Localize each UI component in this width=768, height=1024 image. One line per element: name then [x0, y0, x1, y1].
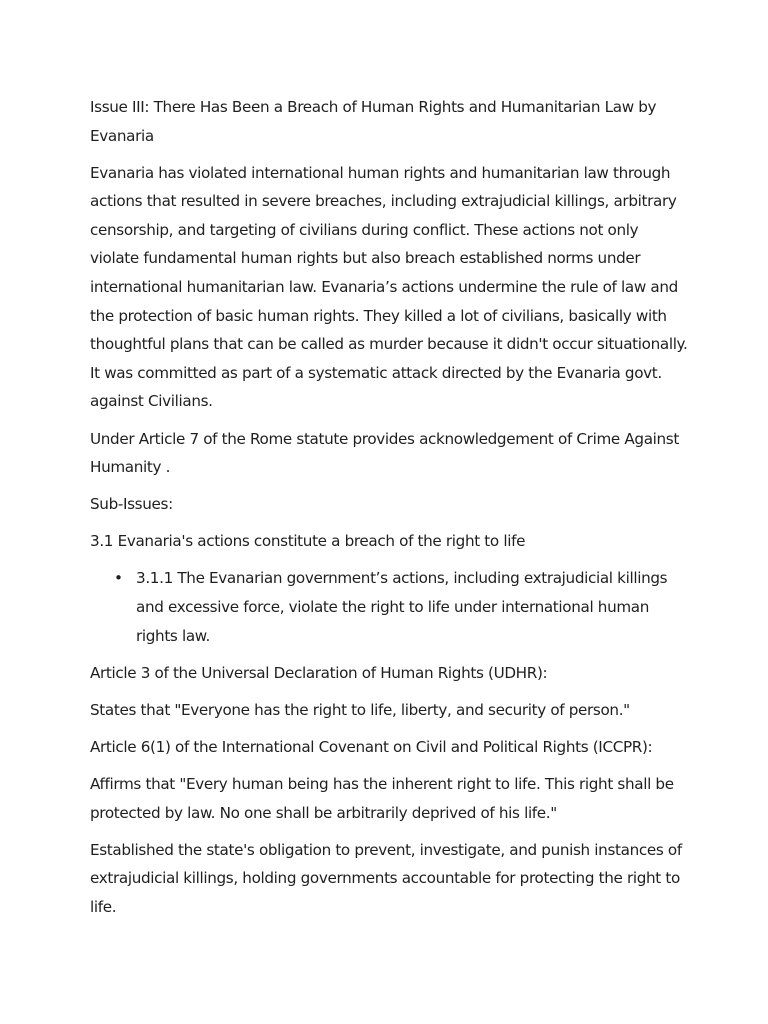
- sub-issue-title: 3.1 Evanaria's actions constitute a breach of the right to life: [90, 532, 526, 551]
- document-body: [90, 93, 690, 930]
- obligation-paragraph: Established the state's obligation to prevent, investigate, and punish instances of extrajudicial killings, holding governments accountable for protecting the right to life.: [90, 840, 682, 916]
- rome-statute-paragraph: Under Article 7 of the Rome statute provides acknowledgement of Crime Against Humanity .: [90, 429, 679, 477]
- sub-issues-label: Sub-Issues:: [90, 495, 173, 514]
- list-item: [90, 564, 690, 650]
- iccpr-quote: Affirms that "Every human being has the inherent right to life. This right shall be protected by law. No one shall be arbitrarily deprived of his life.": [90, 774, 674, 822]
- udhr-heading: Article 3 of the Universal Declaration of Human Rights (UDHR):: [90, 663, 548, 682]
- iccpr-heading: Article 6(1) of the International Covenant on Civil and Political Rights (ICCPR):: [90, 737, 653, 756]
- udhr-quote: States that "Everyone has the right to life, liberty, and security of person.": [90, 700, 630, 719]
- bullet-list: [90, 564, 690, 650]
- intro-paragraph: Evanaria has violated international human rights and humanitarian law through actions that resulted in severe breaches, including extrajudicial killings, arbitrary censorship, and targeting of civilians during conflict. These actions not only violate fundamental human rights but also breach established norms under international humanitarian law. Evanaria’s actions undermine the rule of law and the protection of basic human rights. They killed a lot of civilians, basically with thoughtful plans that can be called as murder because it didn't occur situationally. It was committed as part of a systematic attack directed by the Evanaria govt. against Civilians.: [90, 163, 688, 411]
- bullet-marker: •: [114, 569, 123, 588]
- issue-heading: Issue III: There Has Been a Breach of Human Rights and Humanitarian Law by Evanaria: [90, 98, 657, 145]
- bullet-text: 3.1.1 The Evanarian government’s actions, including extrajudicial killings and excessive force, violate the right to life under international human rights law.: [136, 569, 668, 645]
